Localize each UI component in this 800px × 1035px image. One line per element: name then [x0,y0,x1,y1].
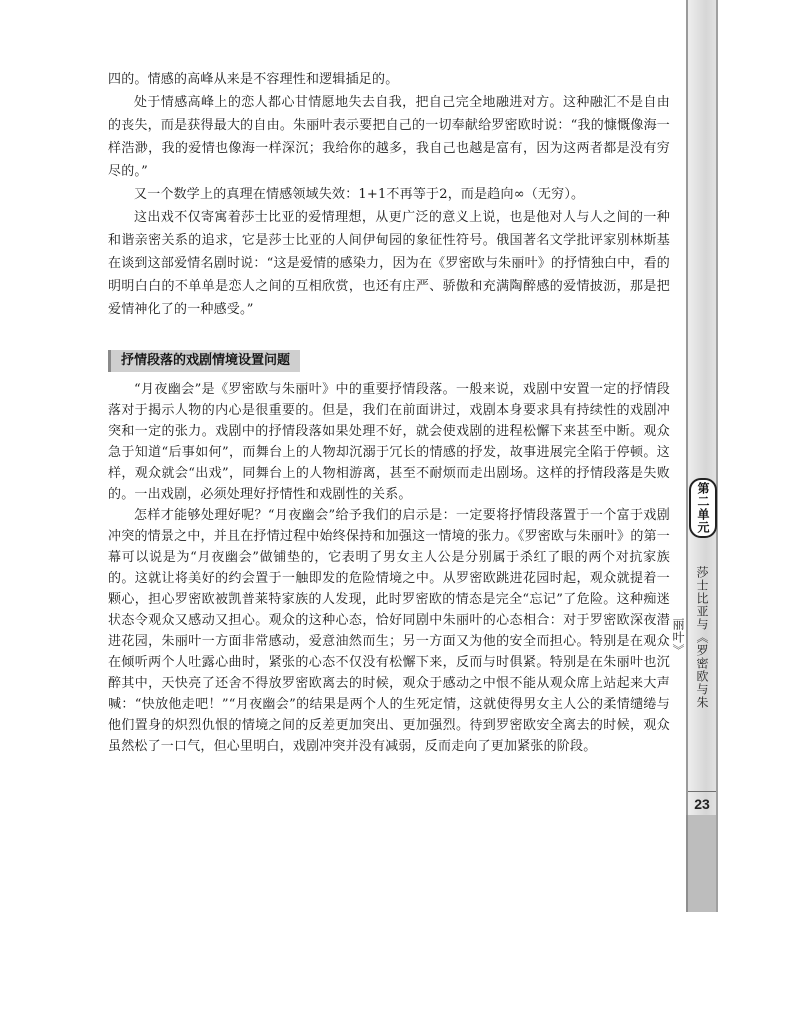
chapter-badge: 第二单元 [689,478,717,538]
paragraph-4: 这出戏不仅寄寓着莎士比亚的爱情理想，从更广泛的意义上说，也是他对人与人之间的一种和谐亲密关系的追求，它是莎士比亚的人间伊甸园的象征性符号。俄国著名文学批评家别林斯基在谈到这部爱情名剧时说：“这是爱情的感染力，因为在《罗密欧与朱丽叶》的抒情独白中，看的明明白白的不单单是恋人之间的互相欣赏，也还有庄严、骄傲和充满陶醉感的爱情披沥，那是把爱情神化了的一种感受。” [108,210,670,317]
paragraph-1: 四的。情感的高峰从来是不容理性和逻辑插足的。 [108,72,399,87]
paragraph-2: 处于情感高峰上的恋人都心甘情愿地失去自我，把自己完全地融进对方。这种融汇不是自由的丧失，而是获得最大的自由。朱丽叶表示要把自己的一切奉献给罗密欧时说：“我的慷慨像海一样浩渺，我的爱情也像海一样深沉；我给你的越多，我自己也越是富有，因为这两者都是没有穷尽的。” [108,95,670,179]
chapter-side-bar [671,0,718,912]
main-text-column [108,68,670,757]
section-paragraph-2: 怎样才能够处理好呢？“月夜幽会”给予我们的启示是：一定要将抒情段落置于一个富于戏剧冲突的情景之中，并且在抒情过程中始终保持和加强这一情境的张力。《罗密欧与朱丽叶》的第一幕可以说是为“月夜幽会”做铺垫的，它表明了男女主人公是分别属于杀红了眼的两个对抗家族的。这就让将美好的约会置于一触即发的危险情境之中。从罗密欧跳进花园时起，观众就提着一颗心，担心罗密欧被凯普莱特家族的人发现，此时罗密欧的情态是完全“忘记”了危险。这种痴迷状态令观众又感动又担心。观众的这种心态，恰好同剧中朱丽叶的心态相合：对于罗密欧深夜潜进花园，朱丽叶一方面非常感动，爱意油然而生；另一方面又为他的安全而担心。特别是在观众在倾听两个人吐露心曲时，紧张的心态不仅没有松懈下来，反而与时俱紧。特别是在朱丽叶也沉醉其中，天快亮了还舍不得放罗密欧离去的时候，观众于感动之中恨不能从观众席上站起来大声喊：“快放他走吧！”“月夜幽会”的结果是两个人的生死定情，这就使得男女主人公的柔情缱绻与他们置身的炽烈仇恨的情境之间的反差更加突出、更加强烈。待到罗密欧安全离去的时候，观众虽然松了一口气，但心里明白，戏剧冲突并没有减弱，反而走向了更加紧张的阶段。 [108,508,670,754]
page-edge-line [716,0,718,912]
side-title: 莎士比亚与《罗密欧与朱丽叶》 [671,565,709,709]
section-heading-wrap [108,349,670,373]
section-heading: 抒情段落的戏剧情境设置问题 [108,350,300,372]
paragraph-3: 又一个数学上的真理在情感领域失效：1+1不再等于2，而是趋向∞（无穷）。 [134,187,585,202]
page-number-divider [688,791,716,792]
page-number: 23 [694,796,710,812]
chapter-side-bar-lower [686,815,718,912]
section-paragraph-1: “月夜幽会”是《罗密欧与朱丽叶》中的重要抒情段落。一般来说，戏剧中安置一定的抒情段落对于揭示人物的内心是很重要的。但是，我们在前面讲过，戏剧本身要求具有持续性的戏剧冲突和一定的张力。戏剧中的抒情段落如果处理不好，就会使戏剧的进程松懈下来甚至中断。观众急于知道“后事如何”，而舞台上的人物却沉溺于冗长的情感的抒发，故事进展完全陷于停顿。这样，观众就会“出戏”，同舞台上的人物相游离，甚至不耐烦而走出剧场。这样的抒情段落是失败的。一出戏剧，必须处理好抒情性和戏剧性的关系。 [108,382,670,502]
